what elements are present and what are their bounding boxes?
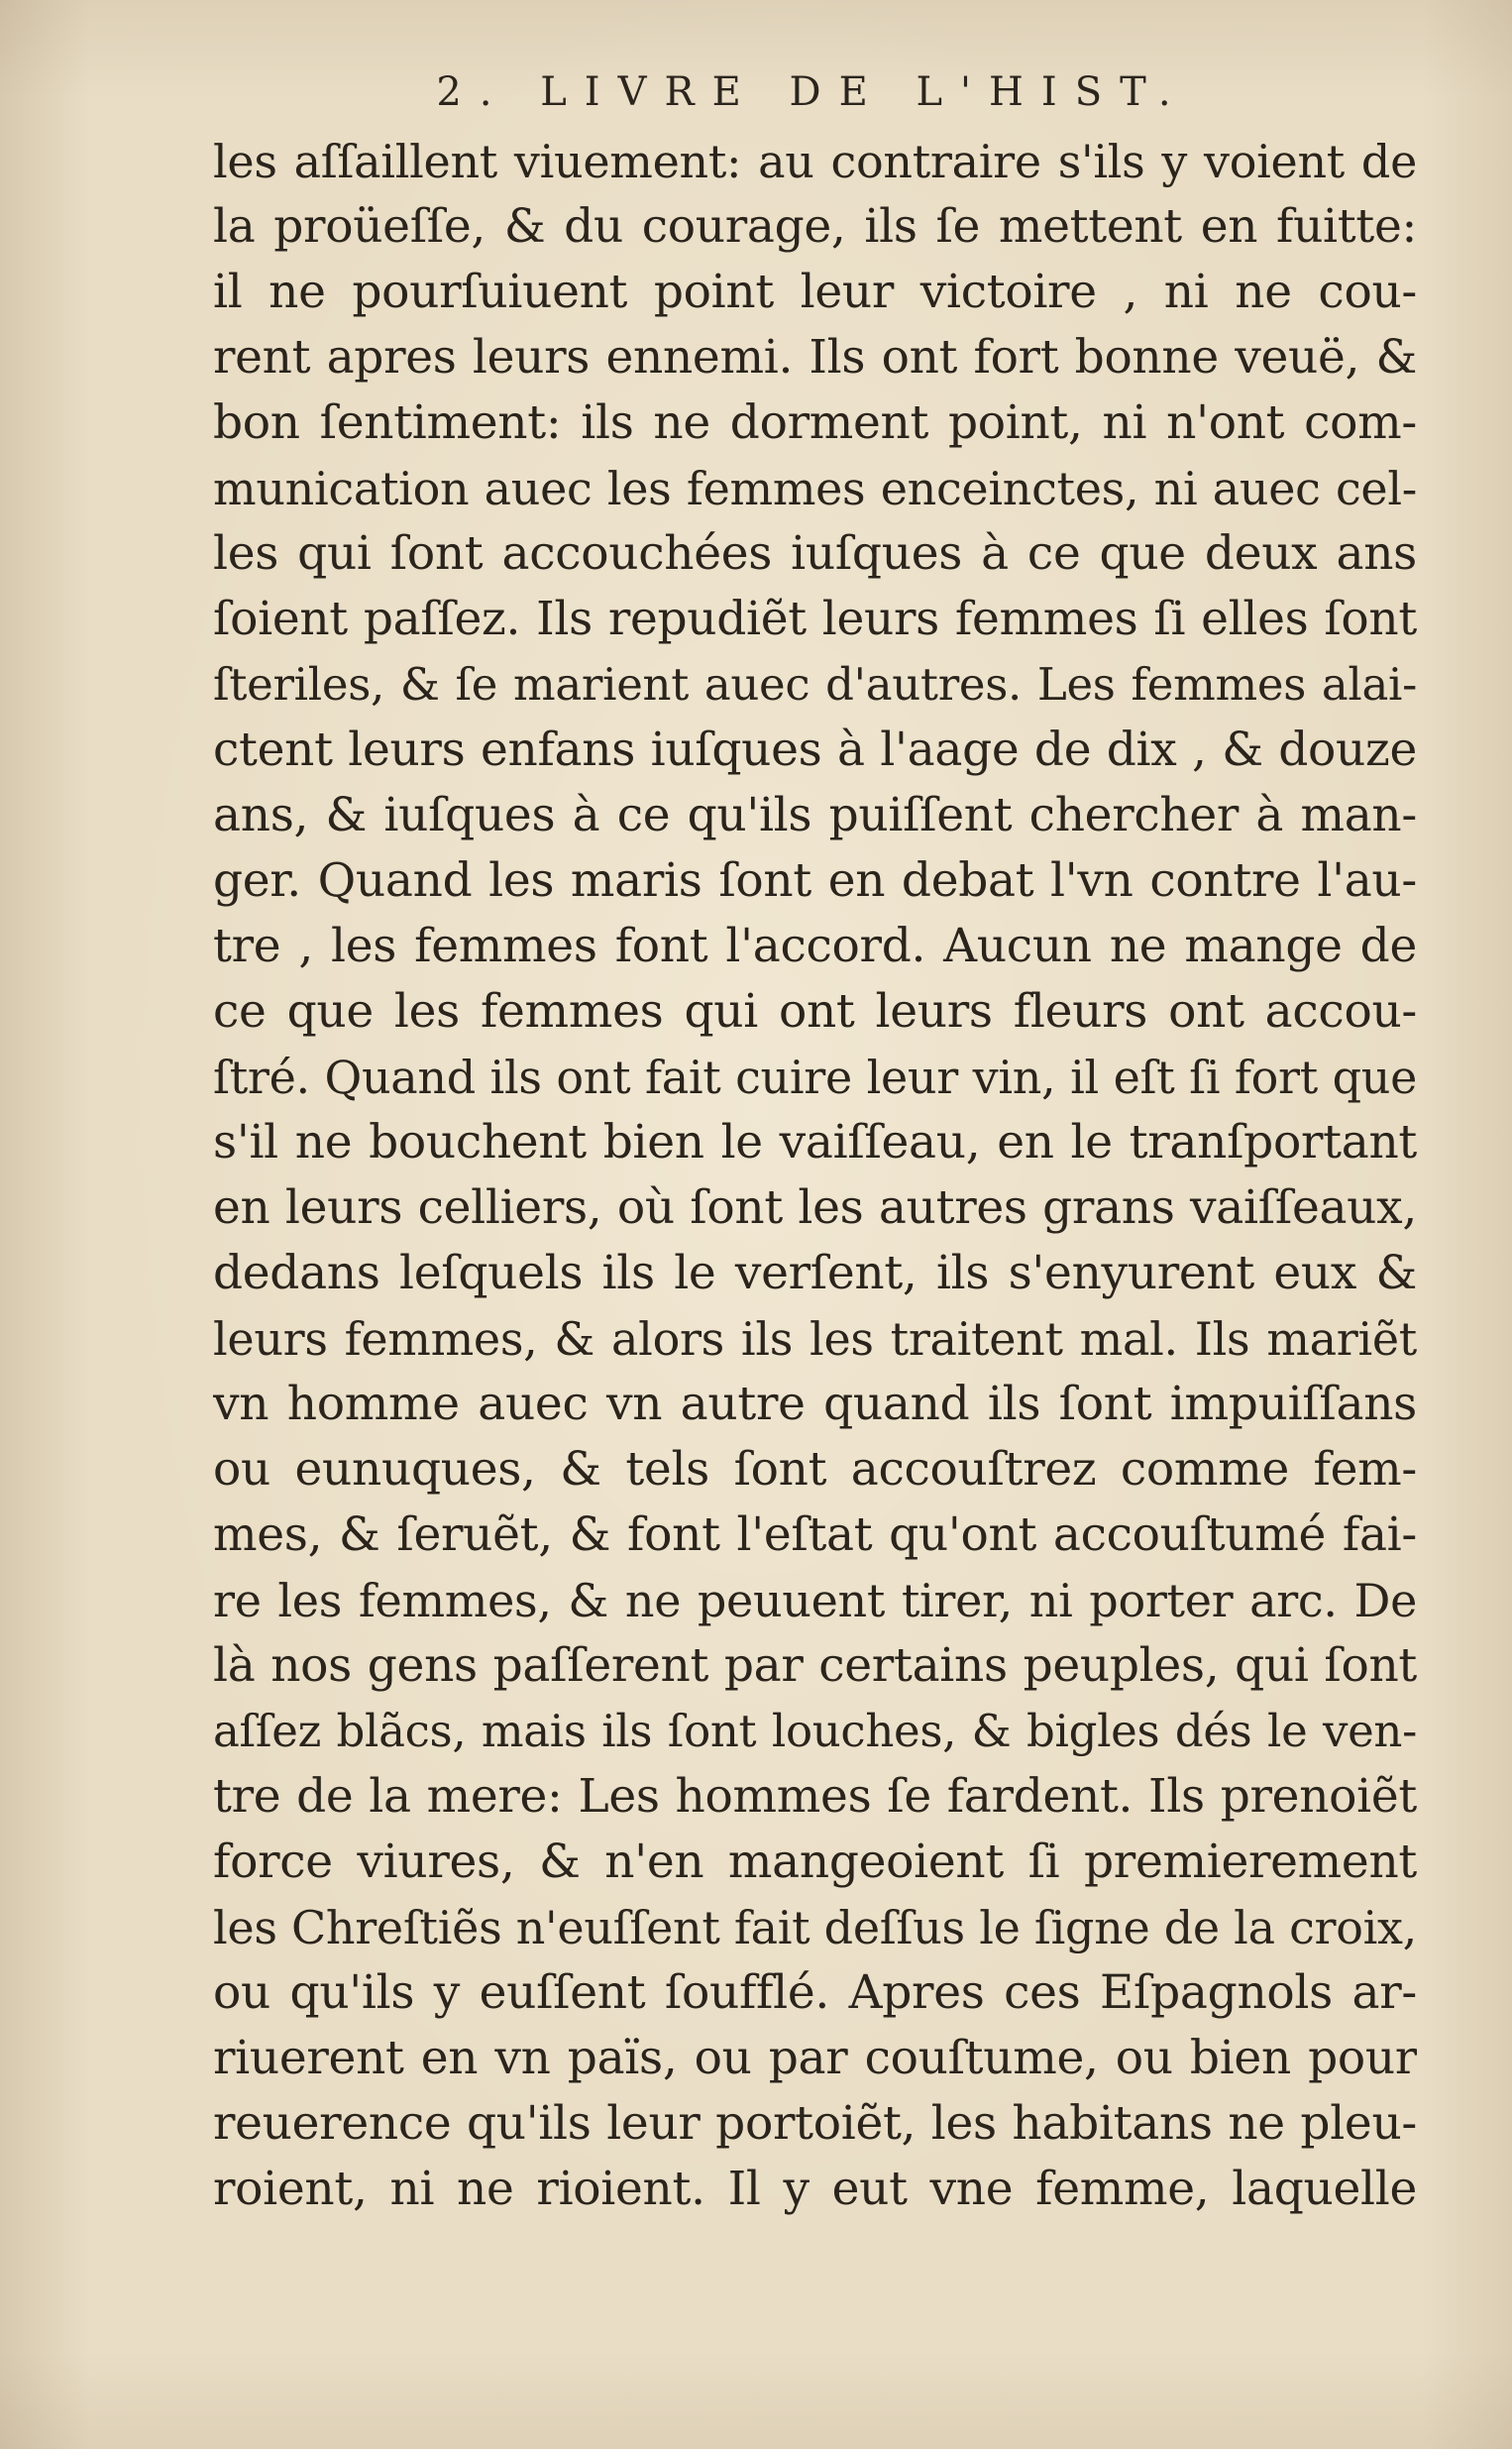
text-line: en leurs celliers, où ſont les autres grans vaiſſeaux, xyxy=(213,1180,1417,1235)
text-line: ctent leurs enfans iuſques à l'aage de dix , & douze xyxy=(213,723,1417,777)
text-line: ce que les femmes qui ont leurs fleurs ont accou- xyxy=(213,984,1417,1039)
text-line: leurs femmes, & alors ils les traitent mal. Ils mariẽt xyxy=(213,1312,1417,1366)
text-line: mes, & ſeruẽt, & font l'eſtat qu'ont accouſtumé fai- xyxy=(213,1507,1417,1562)
running-head: 2. LIVRE DE L'HIST. xyxy=(436,69,1189,115)
text-line: il ne pourſuiuent point leur victoire , ni ne cou- xyxy=(213,265,1417,319)
text-line: rent apres leurs ennemi. Ils ont fort bonne veuë, & xyxy=(213,330,1417,385)
text-line: ſteriles, & ſe marient auec d'autres. Les femmes alai- xyxy=(213,658,1417,711)
text-line: aſſez blãcs, mais ils ſont louches, & bigles dés le ven- xyxy=(213,1705,1417,1757)
text-line: reuerence qu'ils leur portoiẽt, les habitans ne pleu- xyxy=(213,2096,1417,2151)
text-line: riuerent en vn païs, ou par couſtume, ou bien pour xyxy=(213,2031,1417,2085)
text-line: les Chreſtiẽs n'euſſent fait deſſus le ſigne de la croix, xyxy=(213,1901,1417,1954)
text-line: les qui ſont accouchées iuſques à ce que deux ans xyxy=(213,526,1417,581)
text-line: ſtré. Quand ils ont fait cuire leur vin, il eſt ſi fort que xyxy=(213,1051,1417,1104)
text-line: s'il ne bouchent bien le vaiſſeau, en le tranſportant xyxy=(213,1115,1417,1169)
text-line: ans, & iuſques à ce qu'ils puiſſent chercher à man- xyxy=(213,788,1417,842)
text-line: ſoient paſſez. Ils repudiẽt leurs femmes ſi elles ſont xyxy=(213,592,1417,646)
text-line: ger. Quand les maris ſont en debat l'vn contre l'au- xyxy=(213,853,1417,908)
text-line: ou eunuques, & tels ſont accouſtrez comme fem- xyxy=(213,1442,1417,1497)
text-line: roient, ni ne rioient. Il y eut vne femme, laquelle xyxy=(213,2162,1417,2216)
text-line: force viures, & n'en mangeoient ſi premierement xyxy=(213,1835,1417,1889)
text-line: munication auec les femmes enceinctes, ni auec cel- xyxy=(213,462,1417,515)
text-line: là nos gens paſſerent par certains peuples, qui ſont xyxy=(213,1638,1417,1693)
text-line: tre , les femmes font l'accord. Aucun ne mange de xyxy=(213,919,1417,973)
text-line: la proüeſſe, & du courage, ils ſe mettent en fuitte: xyxy=(213,199,1417,254)
body-text xyxy=(213,129,1417,2222)
text-line: tre de la mere: Les hommes ſe fardent. Ils prenoiẽt xyxy=(213,1769,1417,1824)
text-line: bon ſentiment: ils ne dorment point, ni n'ont com- xyxy=(213,395,1417,450)
text-line: ou qu'ils y euſſent ſoufflé. Apres ces Eſpagnols ar- xyxy=(213,1965,1417,2020)
text-line: re les femmes, & ne peuuent tirer, ni porter arc. De xyxy=(213,1574,1417,1627)
text-line: vn homme auec vn autre quand ils ſont impuiſſans xyxy=(213,1377,1417,1431)
text-line: les aſſaillent viuement: au contraire s'ils y voient de xyxy=(213,135,1417,188)
text-line: dedans leſquels ils le verſent, ils s'enyurent eux & xyxy=(213,1246,1417,1300)
